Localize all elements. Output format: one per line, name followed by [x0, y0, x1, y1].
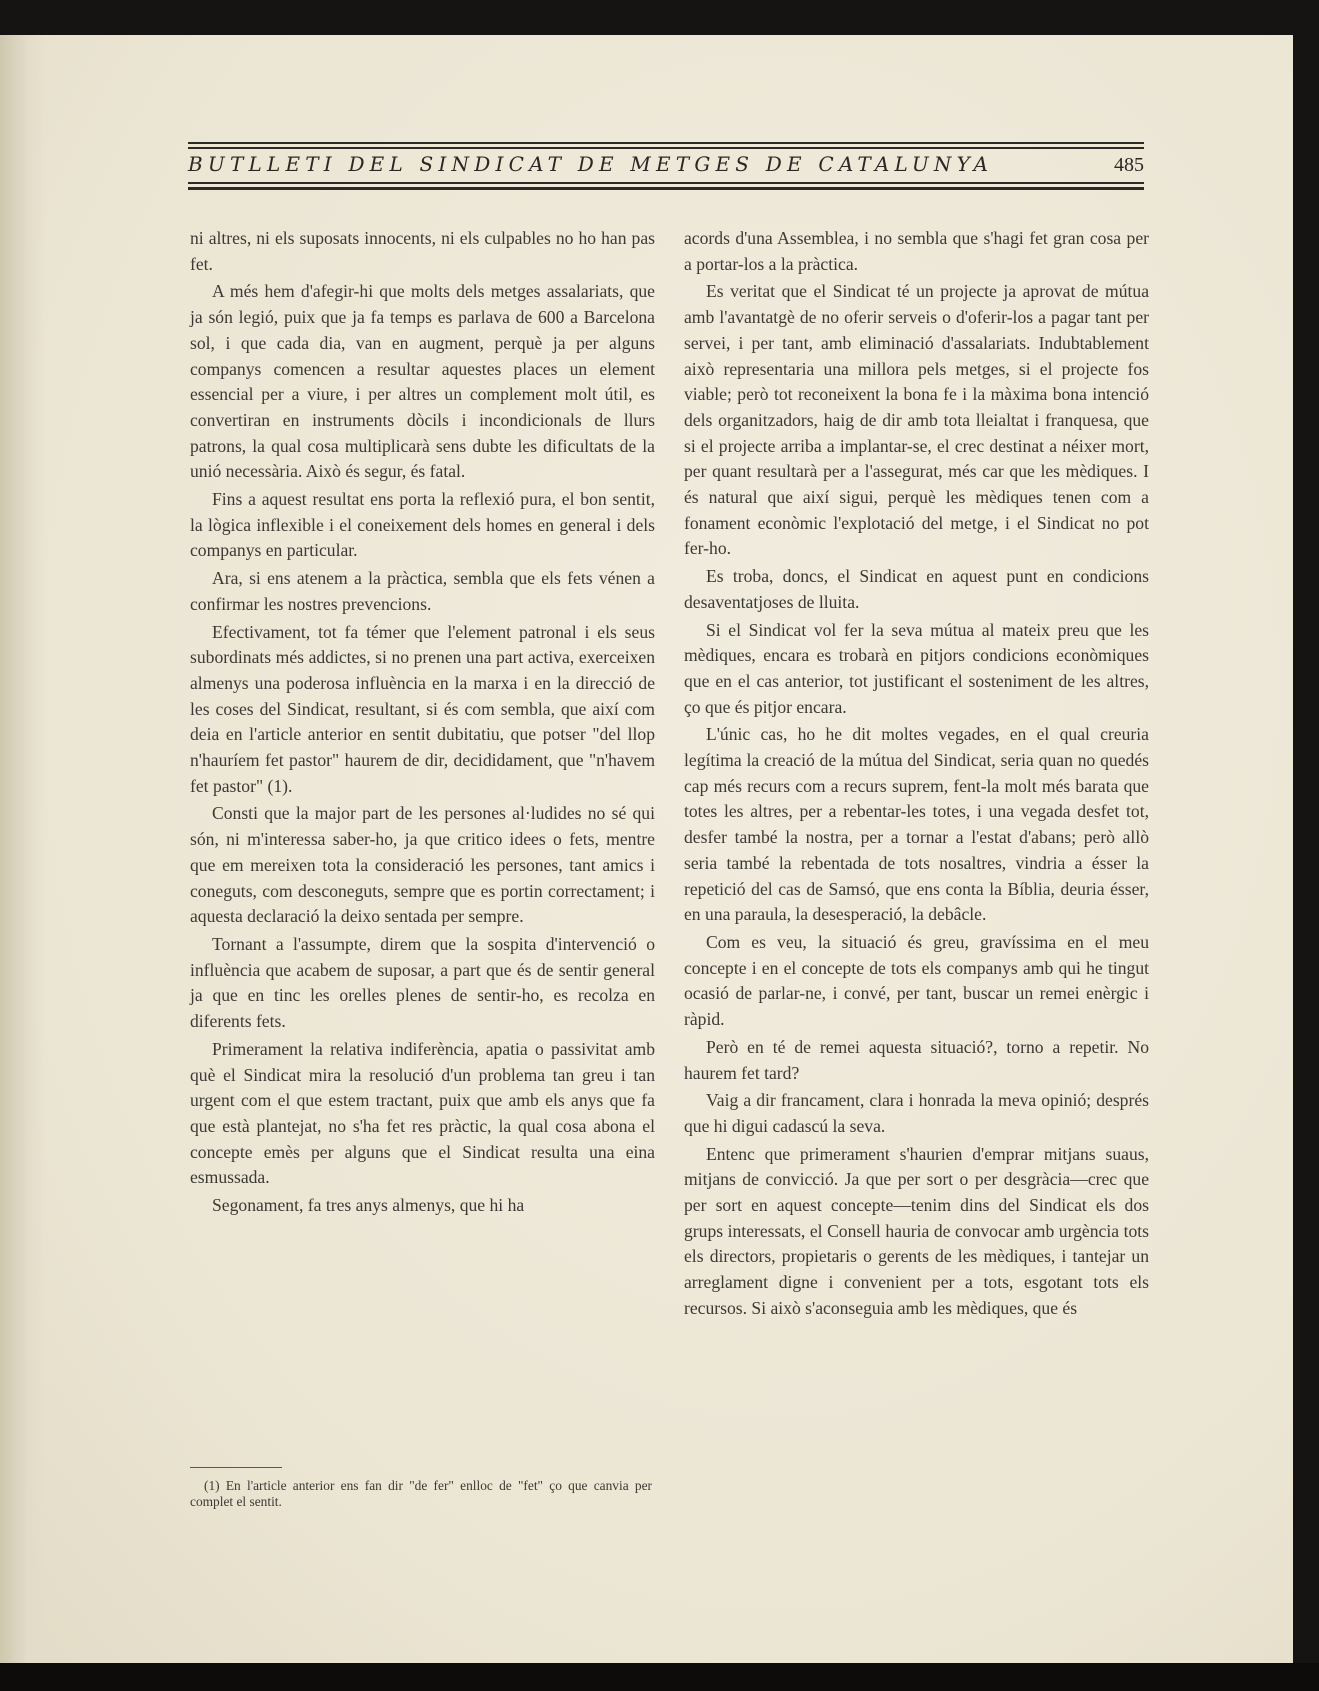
left-column: [190, 226, 655, 1221]
paragraph: Ara, si ens atenem a la pràctica, sembla que els fets vénen a confirmar les nostres prevencions.: [190, 568, 655, 614]
paragraph: A més hem d'afegir-hi que molts dels metges assalariats, que ja són legió, puix que ja fa temps es parlava de 600 a Barcelona sol, i que cada dia, van en augment, perquè ja per alguns companys comencen a resultar aquestes places un element essencial per a viure, i per altres un complement molt útil, es convertiran en instruments dòcils i incondicionals de llurs patrons, la qual cosa multiplicarà sens dubte les dificultats de la unió necessària. Això és segur, és fatal.: [190, 281, 655, 482]
paragraph: ni altres, ni els suposats innocents, ni els culpables no ho han pas fet.: [190, 228, 655, 274]
footnote: (1) En l'article anterior ens fan dir "de fer" enlloc de "fet" ço que canvia per complet el sentit.: [190, 1478, 652, 1509]
paragraph: Fins a aquest resultat ens porta la reflexió pura, el bon sentit, la lògica inflexible i el coneixement dels homes en general i dels companys en particular.: [190, 489, 655, 561]
paragraph: Com es veu, la situació és greu, gravíssima en el meu concepte i en el concepte de tots els companys amb qui he tingut ocasió de parlar-ne, i convé, per tant, buscar un remei enèrgic i ràpid.: [684, 931, 1149, 1030]
paragraph: acords d'una Assemblea, i no sembla que s'hagi fet gran cosa per a portar-los a la pràctica.: [684, 228, 1149, 274]
paragraph: Primerament la relativa indiferència, apatia o passivitat amb què el Sindicat mira la resolució d'un problema tan greu i tan urgent com el que estem tractant, puix que amb els anys que fa que està plantejat, no s'ha fet res pràctic, la qual cosa abona el concepte emès per alguns que el Sindicat resulta una eina esmussada.: [190, 1038, 655, 1188]
paragraph: Efectivament, tot fa témer que l'element patronal i els seus subordinats més addictes, si no prenen una part activa, exerceixen almenys una poderosa influència en la marxa i en la direcció de les coses del Sindicat, resultant, si és com sembla, que així com deia en l'article anterior en sentit dubitatiu, que potser "del llop n'hauríem fet pastor" haurem de dir, decididament, que "n'havem fet pastor" (1).: [190, 621, 655, 796]
footnote-divider: [190, 1467, 282, 1468]
paragraph: Entenc que primerament s'haurien d'emprar mitjans suaus, mitjans de convicció. Ja que per sort o per desgràcia—crec que per sort en aquest concepte—tenim dins del Sindicat els dos grups interessats, el Consell hauria de convocar amb urgència tots els directors, propietaris o gerents de les mèdiques, i tantejar un arreglament digne i convenient per a tots, esgotant tots els recursos. Si això s'aconseguia amb les mèdiques, que és: [684, 1143, 1149, 1318]
right-column: [684, 226, 1149, 1324]
paragraph: Segonament, fa tres anys almenys, que hi ha: [212, 1195, 525, 1216]
page-number: 485: [1114, 154, 1144, 176]
header-rule-top: [188, 142, 1144, 144]
paragraph: Vaig a dir francament, clara i honrada la meva opinió; després que hi digui cadascú la seva.: [684, 1090, 1149, 1136]
binding-gutter: [0, 35, 46, 1663]
paragraph: Es veritat que el Sindicat té un projecte ja aprovat de mútua amb l'avantatgè de no oferir serveis o d'oferir-los a pagar tant per servei, i per tant, amb eliminació d'assalariats. Indubtablement això representaria una millora pels metges, si el projecte fos viable; però tot reconeixent la bona fe i la màxima bona intenció dels organitzadors, haig de dir amb tota lleialtat i franquesa, que si el projecte arriba a implantar-se, el crec destinat a néixer mort, per quant resultarà per a l'assegurat, més car que les mèdiques. I és natural que així sigui, perquè les mèdiques tenen com a fonament econòmic l'explotació del metge, i el Sindicat no pot fer-ho.: [684, 281, 1149, 559]
paragraph: Es troba, doncs, el Sindicat en aquest punt en condicions desaventatjoses de lluita.: [684, 566, 1149, 612]
header-rule-top-inner: [188, 147, 1144, 149]
paragraph: L'únic cas, ho he dit moltes vegades, en el qual creuria legítima la creació de la mútua del Sindicat, seria quan no quedés cap més recurs com a recurs suprem, fent-la molt més barata que totes les altres, per a rebentar-les totes, i una vegada desfet tot, desfer també la nostra, per a tornar a l'estat d'abans; però allò seria també la rebentada de tots nosaltres, vindria a ésser la repetició del cas de Samsó, que ens conta la Bíblia, deuria ésser, en una paraula, la desesperació, la debâcle.: [684, 724, 1149, 925]
header-rule-bottom: [188, 187, 1144, 190]
journal-title: BUTLLETI DEL SINDICAT DE METGES DE CATALUNYA: [188, 152, 994, 176]
paragraph: Si el Sindicat vol fer la seva mútua al mateix preu que les mèdiques, encara es trobarà en pitjors condicions econòmiques que en el cas anterior, tot justificant el sosteniment de les altres, ço que és pitjor encara.: [684, 619, 1149, 717]
paragraph: Consti que la major part de les persones al·ludides no sé qui són, ni m'interessa saber-ho, ja que critico idees o fets, mentre que em mereixen tota la consideració les persones, tant amics i coneguts, com desconeguts, sempre que es portin correctament; i aquesta declaració la deixo sentada per sempre.: [190, 803, 655, 927]
scan-background: [0, 1663, 1319, 1691]
running-header: [188, 138, 1144, 200]
header-rule-bottom-inner: [188, 182, 1144, 184]
paragraph: Tornant a l'assumpte, direm que la sospita d'intervenció o influència que acabem de suposar, a part que és de sentir general ja que en tinc les orelles plenes de sentir-ho, es recolza en diferents fets.: [190, 933, 655, 1032]
paragraph: Però en té de remei aquesta situació?, torno a repetir. No haurem fet tard?: [684, 1036, 1149, 1083]
